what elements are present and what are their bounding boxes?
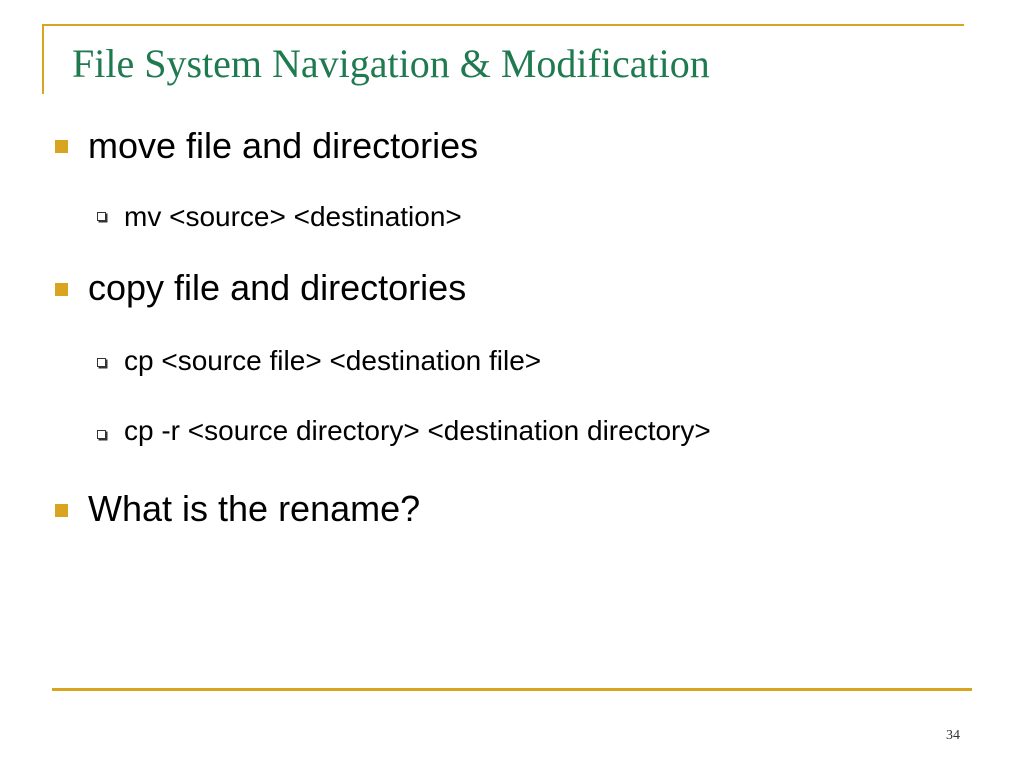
sub-bullet-text: cp -r <source directory> <destination directory> [124,415,711,446]
square-bullet-icon [55,140,68,153]
footer-rule [52,688,972,691]
sub-bullet-text: mv <source> <destination> [124,201,462,232]
square-bullet-icon [55,283,68,296]
slide-title: File System Navigation & Modification [72,41,710,86]
bullet-text: What is the rename? [88,488,421,529]
page-number: 34 [946,728,960,743]
hollow-square-bullet-icon [97,358,106,367]
hollow-square-bullet-icon [97,430,106,439]
sub-bullet-text: cp <source file> <destination file> [124,345,542,376]
bullet-text: move file and directories [88,125,479,166]
square-bullet-icon [55,504,68,517]
bullet-text: copy file and directories [88,267,467,308]
hollow-square-bullet-icon [97,212,106,221]
